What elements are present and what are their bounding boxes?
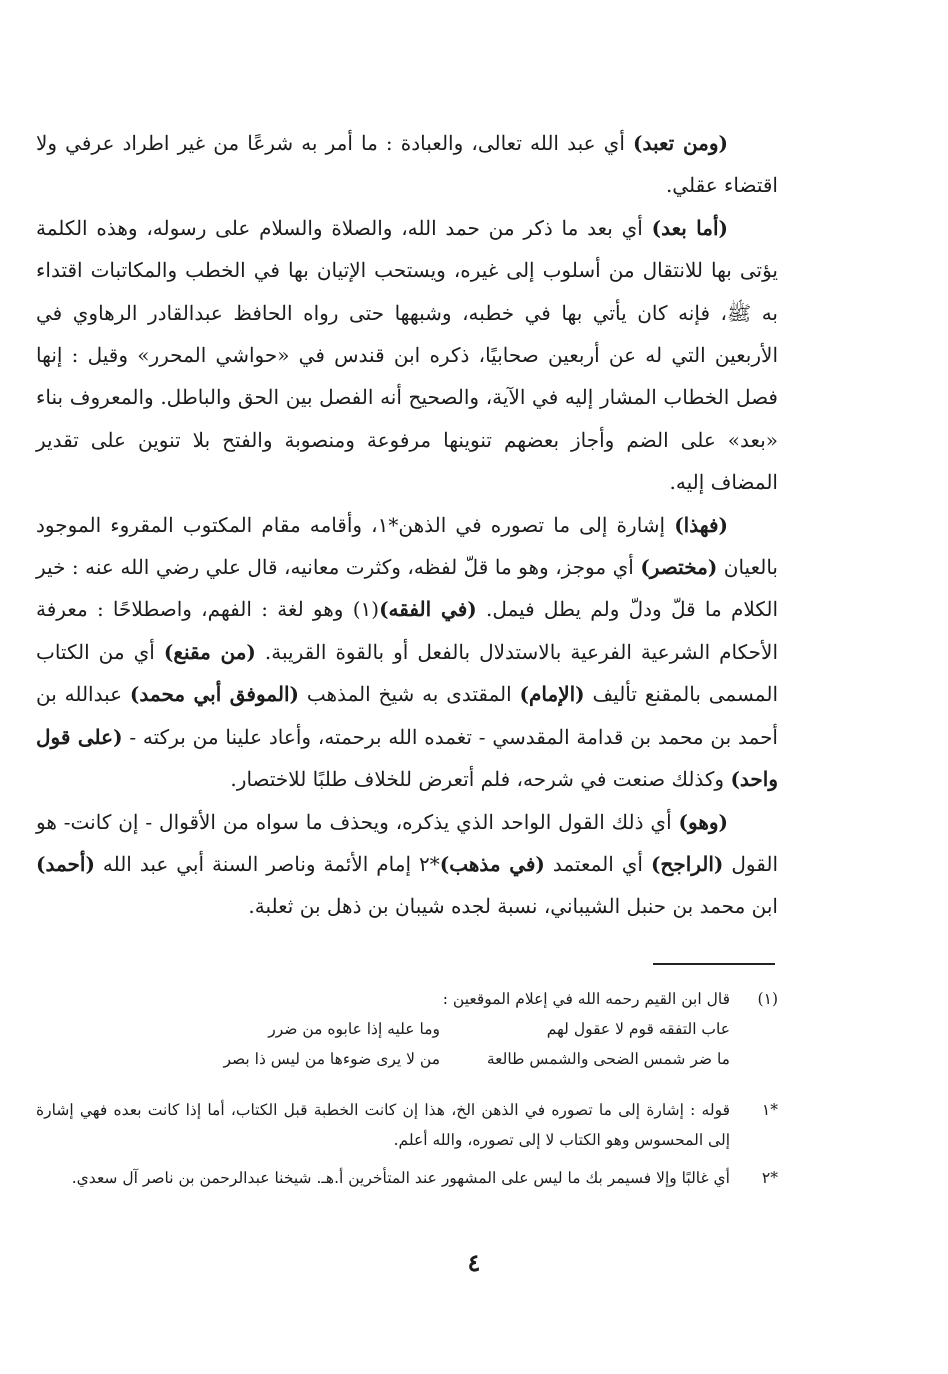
bold-matn-phrase: (مختصر) xyxy=(640,555,718,580)
bold-matn-phrase: (وهو) xyxy=(678,809,728,834)
commentary-text: إشارة إلى ما تصوره في الذهن*١، وأقامه مقام المكتوب المقروء الموجود بالعيان xyxy=(36,512,778,580)
commentary-text: أي عبد الله تعالى، والعبادة : ما أمر به شرعًا من غير اطراد عرفي ولا اقتضاء عقلي. xyxy=(36,131,778,198)
bold-matn-phrase: (الموفق أبي محمد) xyxy=(129,682,299,707)
commentary-text: (١) وهو لغة : الفهم، واصطلاحًا : معرفة الأحكام الشرعية الفرعية بالاستدلال بالفعل أو بالقوة القريبة. xyxy=(36,597,779,664)
paragraph xyxy=(36,504,778,801)
footnote-star-2 xyxy=(36,1163,778,1193)
poem-verse xyxy=(36,1044,730,1074)
commentary-text: عبدالله بن أحمد بن محمد بن قدامة المقدسي - تغمده الله برحمته، وأعاد علينا من بركته - xyxy=(36,682,778,749)
footnote-marker: *٢ xyxy=(761,1169,778,1187)
commentary-text: أي المعتمد xyxy=(544,851,651,876)
footnote-marker: (١) xyxy=(757,990,778,1008)
paragraph xyxy=(36,801,778,928)
commentary-text: المقتدى به شيخ المذهب xyxy=(298,682,520,707)
bold-matn-phrase: (في مذهب) xyxy=(439,851,545,876)
commentary-text: أي من الكتاب المسمى بالمقنع تأليف xyxy=(36,639,779,707)
main-text-body xyxy=(36,122,778,928)
verse-hemistich: ما ضر شمس الضحى والشمس طالعة xyxy=(486,1050,730,1068)
bold-matn-phrase: (على قول واحد) xyxy=(36,724,778,792)
footnote-intro: قال ابن القيم رحمه الله في إعلام الموقعين : xyxy=(442,990,730,1008)
bold-matn-phrase: (الإمام) xyxy=(519,682,585,707)
footnote-star-1 xyxy=(36,1095,778,1155)
bold-matn-phrase: (أحمد) xyxy=(36,851,95,876)
commentary-text: أي بعد ما ذكر من حمد الله، والصلاة والسلام على رسوله، وهذه الكلمة يؤتى بها للانتقال من أسلوب إلى غيره، ويستحب الإتيان بها في الخطب والمكاتبات اقتداء به ﷺ، فإنه كان يأتي بها في خطبه، وشبهها حتى رواه الحافظ عبدالقادر الرهاوي في الأربعين التي له عن أربعين صحابيًا، ذكره ابن قندس في «حواشي المحرر» وقيل : إنها فصل الخطاب المشار إليه في الآية، والصحيح أنه الفصل بين الحق والباطل. والمعروف بناء «بعد» على الضم وأجاز بعضهم تنوينها مرفوعة ومنصوبة والفتح بلا تنوين على تقدير المضاف إليه. xyxy=(36,215,778,495)
bold-matn-phrase: (أما بعد) xyxy=(651,215,728,240)
commentary-text: وكذلك صنعت في شرحه، فلم أتعرض للخلاف طلبًا للاختصار. xyxy=(230,767,731,792)
footnote-separator xyxy=(653,963,775,965)
footnote-1 xyxy=(36,984,778,1074)
footnote-marker: *١ xyxy=(761,1101,778,1119)
commentary-text: ابن محمد بن حنبل الشيباني، نسبة لجده شيبان بن ذهل بن ثعلبة. xyxy=(248,894,778,919)
page-number: ٤ xyxy=(467,1248,481,1277)
footnote-text: أي غالبًا وإلا فسيمر بك ما ليس على المشهور عند المتأخرين أ.هـ. شيخنا عبدالرحمن بن ناصر آل سعدي. xyxy=(71,1169,730,1187)
bold-matn-phrase: (من مقنع) xyxy=(163,639,256,664)
footnote-text: قوله : إشارة إلى ما تصوره في الذهن الخ، هذا إن كانت الخطبة قبل الكتاب، أما إذا كانت بعده فهي إشارة إلى المحسوس وهو الكتاب لا إلى تصوره، والله أعلم. xyxy=(36,1101,730,1149)
bold-matn-phrase: (الراجح) xyxy=(650,851,724,876)
paragraph xyxy=(36,122,778,207)
commentary-text: *٢ إمام الأئمة وناصر السنة أبي عبد الله xyxy=(94,851,440,876)
verse-hemistich: وما عليه إذا عابوه من ضرر xyxy=(268,1020,440,1038)
paragraph xyxy=(36,207,778,504)
verse-hemistich: عاب التفقه قوم لا عقول لهم xyxy=(546,1020,730,1038)
bold-matn-phrase: (فهذا) xyxy=(674,512,728,537)
verse-hemistich: من لا يرى ضوءها من ليس ذا بصر xyxy=(223,1050,440,1068)
commentary-text: أي ذلك القول الواحد الذي يذكره، ويحذف ما سواه من الأقوال - إن كانت- هو القول xyxy=(36,809,778,876)
bold-matn-phrase: (في الفقه) xyxy=(379,597,477,622)
poem-verse xyxy=(36,1014,730,1044)
bold-matn-phrase: (ومن تعبد) xyxy=(633,131,729,155)
commentary-text: أي موجز، وهو ما قلّ لفظه، وكثرت معانيه، قال علي رضي الله عنه : خير الكلام ما قلّ ودلّ ولم يطل فيمل. xyxy=(36,555,779,622)
